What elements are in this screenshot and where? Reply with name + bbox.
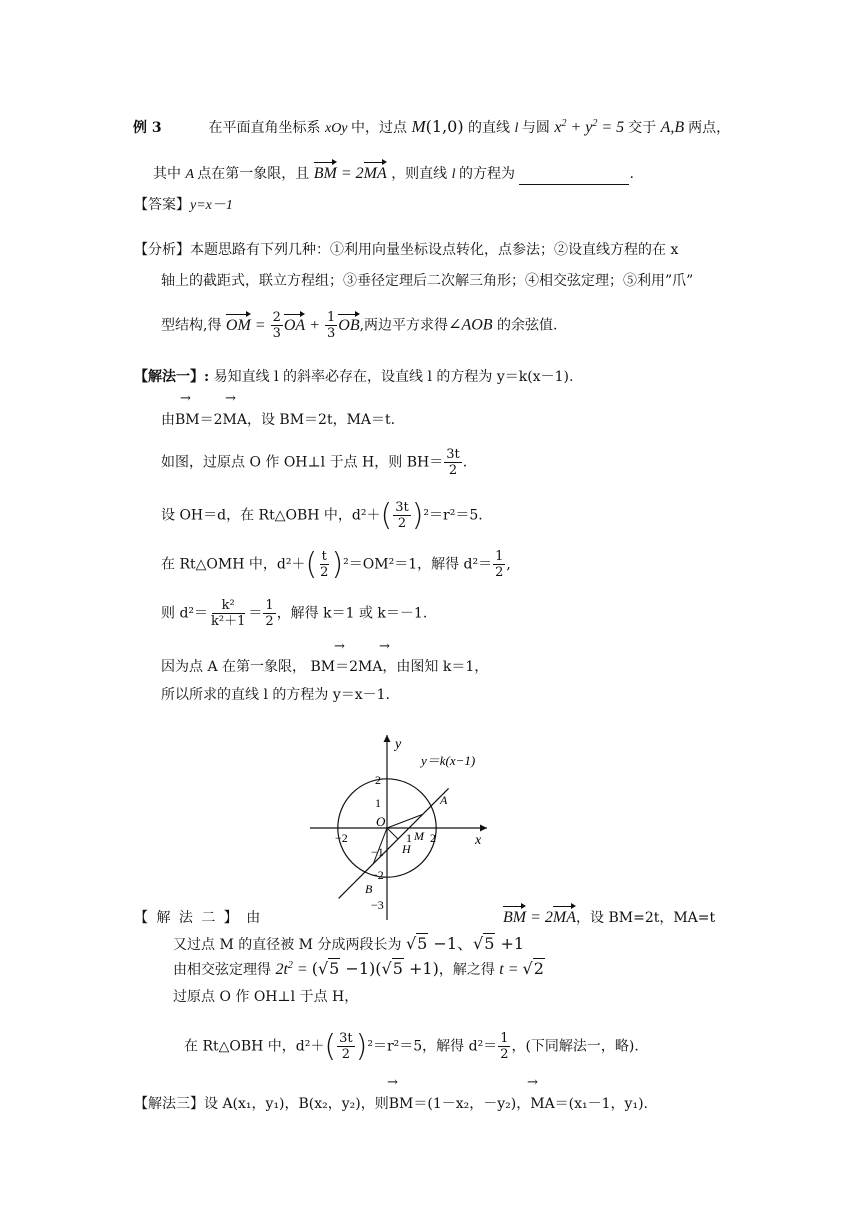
analysis-line-1: 【分析】本题思路有下列几种：①利用向量坐标设点转化，点参法；②设直线方程的在 x [134,242,679,258]
method2-line-1-label [134,908,262,928]
example-stem-line-1: 例 3 在平面直角坐标系 xOy 中，过点 M(1,0) 的直线 l 与圆 $x^2 + y^2 = 5$ 交于 A,B 两点， [133,117,731,136]
stem-text: 点在第一象限，且 [197,166,310,182]
tick-label: 1 [375,796,381,810]
line-equation-label: y＝k(x−1) [421,753,476,768]
vector-arrow: → [180,391,191,406]
answer-line [134,195,233,216]
vector-arrow: → [527,1075,538,1090]
method1-line-4: 设 OH＝d，在 Rt△OBH 中，d²＋ ( $\frac{3t}{2}$ ) ²＝r²＝5. [161,497,483,533]
analysis-label: 【分析】 [134,242,190,258]
point-B-label: B [365,882,373,896]
answer-value: y=x－1 [190,198,233,213]
method2-label: 【 解 法 二 】 由 [134,910,263,926]
segment-OH [387,828,398,839]
stem-text: 的方程为 [459,166,516,182]
method2-line-3: 由相交弦定理得 $2t^2 = (√5 -1)(√5 +1)$，解之得 t = √2 [173,959,544,978]
stem-text: 的直线 [468,120,511,136]
stem-text: ，则直线 [391,166,448,182]
point-M-label: M [414,829,424,843]
vector-arrow: → [387,1075,398,1090]
point-A-label: A [440,793,448,807]
tick-label: −2 [371,868,384,882]
method1-line-8: 所以所求的直线 l 的方程为 y＝x－1. [161,687,390,703]
vector-arrow: → [334,639,345,654]
method1-line-3: 如图，过原点 O 作 OH⊥l 于点 H，则 BH＝ $\frac{3t}{2}$ . [161,447,468,478]
stem-text: 中，过点 [351,120,408,136]
x-axis-label: x [475,833,482,848]
vector-arrow: → [379,639,390,654]
fraction: $\frac{1}{3}$ [327,310,336,341]
method2-line-1: BM = 2MA，设 BM=2t，MA=t [503,909,716,926]
coordinate-figure [305,730,505,920]
tick-label: 1 [406,831,412,845]
fraction: $\frac{2}{3}$ [272,310,281,341]
answer-blank [519,170,629,185]
method1-line-7: 因为点 A 在第一象限， BM＝2MA，由图知 k＝1， [161,659,489,675]
tick-label: −2 [335,831,348,845]
tick-label: −3 [371,898,384,912]
analysis-line-2: 轴上的截距式，联立方程组；③垂径定理后二次解三角形；④相交弦定理；⑤利用”爪” [161,273,694,289]
example-stem-line-2: 其中 A 点在第一象限，且 BM = 2MA ，则直线 l 的方程为 . [153,164,634,185]
method1-line-5: 在 Rt△OMH 中，d²＋ ( $\frac{t}{2}$ ) ²＝OM²＝1，解得 d²＝ $\frac{1}{2}$ , [161,546,511,582]
method3-line-1: 【解法三】设 A(x₁，y₁)，B(x₂，y₂)，则BM＝(1－x₂，－y₂)，MA＝(x₁－1，y₁). [134,1096,648,1112]
method2-line-4: 过原点 O 作 OH⊥l 于点 H， [173,989,359,1005]
method1-line-1: 【解法一】: 易知直线 l 的斜率必存在，设直线 l 的方程为 y＝k(x－1). [134,369,574,385]
method2-line-2: 又过点 M 的直径被 M 分成两段长为 √5 −1、√5 +1 [173,934,525,953]
example-label: 例 3 [133,120,162,136]
point-H-label: H [402,842,411,856]
stem-text: 交于 [628,120,657,136]
method1-line-2: 由BM＝2MA，设 BM＝2t，MA＝t. [161,412,396,428]
stem-text: 两点， [688,120,731,136]
fraction: $\frac{3t}{2}$ [446,447,460,478]
method1-label: 【解法一】: [134,369,210,385]
answer-label: 【答案】 [134,197,190,213]
segment-OA [387,814,423,828]
method2-line-5: 在 Rt△OBH 中，d²＋ ( $\frac{3t}{2}$ ) ²＝r²＝5，解得 d²＝ $\frac{1}{2}$ ，(下同解法一，略). [184,1028,639,1064]
stem-text: 与圆 [521,120,550,136]
origin-label: O [376,814,386,829]
vector-arrow: → [225,391,236,406]
stem-text: 其中 [153,166,181,182]
method1-line-6: 则 d²＝ $\frac{\text{k²}}{\text{k²＋1}}$ ＝ $\frac{1}{2}$ ，解得 k＝1 或 k＝－1. [161,598,428,629]
method3-label: 【解法三】 [134,1096,204,1112]
tick-label: −1 [371,845,384,859]
tick-label: 2 [375,773,381,787]
stem-text: 在平面直角坐标系 [208,120,321,136]
tick-label: 2 [430,831,436,845]
y-axis-label: y [395,737,402,752]
analysis-line-3: 型结构,得 OM = $\frac{2}{3}$ OA + $\frac{1}{3}$ OB,两边平方求得∠AOB 的余弦值. [161,310,558,341]
